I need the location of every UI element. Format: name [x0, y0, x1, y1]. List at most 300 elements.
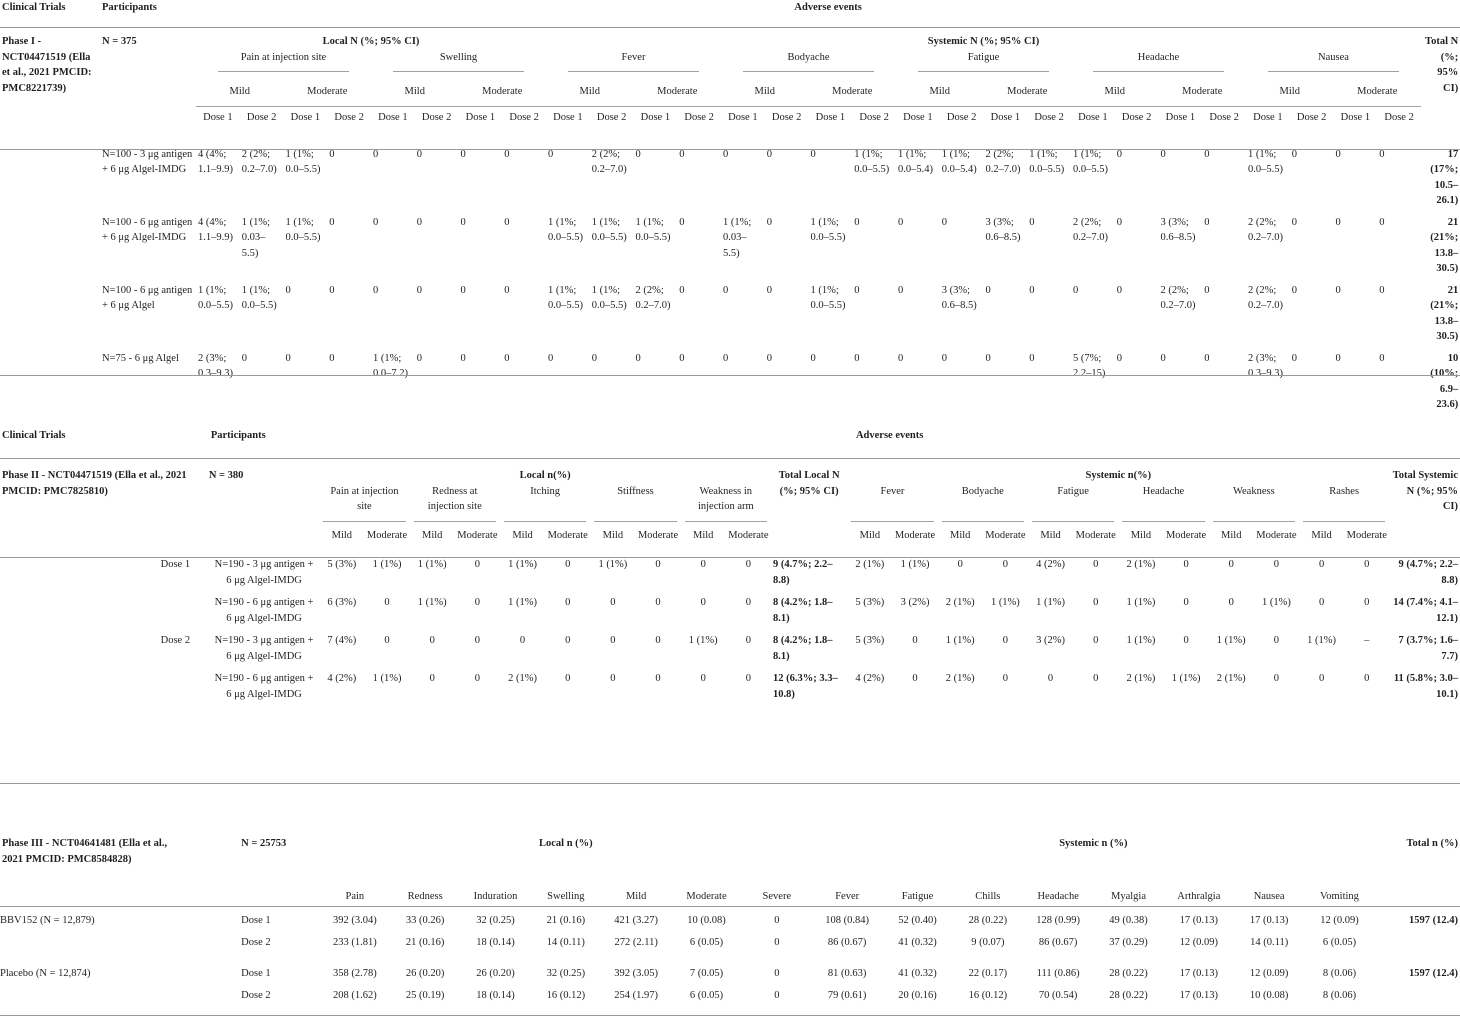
value-cell: 0 [384, 635, 390, 646]
event-label: Fatigue [1032, 484, 1114, 522]
value-cell: 5 (3%) [855, 635, 885, 646]
value-cell: 37 (0.29) [1109, 936, 1148, 948]
rule [0, 783, 1460, 784]
empty-cell [1389, 528, 1460, 552]
value-cell: 0 [700, 597, 706, 608]
value-cell: 0 [1291, 216, 1297, 228]
value-cell: 8 (0.06) [1322, 989, 1357, 1001]
value-cell: 0 [810, 148, 816, 160]
dose-label: Dose 2 [241, 989, 271, 1001]
dose-label: Dose 1 [241, 968, 271, 979]
value-cell: 1 (1%) [1216, 635, 1246, 646]
value-cell: 0 [655, 597, 661, 608]
value-cell: 0 [635, 148, 641, 160]
value-cell: 0 [329, 284, 335, 296]
value-cell: 10 (0.08) [1249, 989, 1289, 1001]
value-cell: 0 [591, 352, 597, 364]
group-label: BBV152 (N = 12,879) [0, 915, 95, 926]
value-cell: 0 [1073, 284, 1079, 296]
value-cell: 0 [610, 635, 616, 646]
moderate-header: Moderate [1357, 86, 1398, 97]
total-cell: 17 (17%; 10.5–26.1) [1430, 148, 1459, 206]
total-header: Total n (%) [1406, 838, 1458, 849]
dose-header: Dose 1 [721, 106, 765, 140]
event-header [938, 484, 1028, 522]
value-cell: 6 (3%) [327, 597, 357, 608]
value-cell: 2 (2%; 0.2–7.0) [985, 148, 1021, 175]
value-cell: 0 [565, 673, 571, 684]
moderate-header: Moderate [1346, 529, 1387, 541]
value-cell: 0 [474, 635, 480, 646]
empty-cell [0, 147, 100, 215]
value-cell: 0 [1335, 148, 1341, 160]
event-label: Pain at injection site [323, 484, 405, 522]
value-cell: 0 [723, 148, 729, 160]
table-row [0, 910, 1460, 932]
table-row [0, 147, 1460, 215]
value-cell: 0 [1093, 635, 1099, 646]
value-cell: 0 [679, 216, 685, 228]
value-cell: 0 [1379, 284, 1385, 296]
value-cell: 1 (1%) [1126, 597, 1156, 608]
value-cell: 2 (1%) [945, 597, 975, 608]
value-cell: 1 (1%; 0.0–5.5) [1073, 148, 1108, 175]
value-cell: 70 (0.54) [1038, 989, 1078, 1001]
value-cell: 0 [565, 559, 571, 570]
value-cell: 0 [416, 148, 422, 160]
event-label: Bodyache [743, 50, 874, 73]
column-header: Induration [473, 890, 518, 902]
dose-header: Dose 2 [852, 106, 896, 140]
value-cell: 1 (1%; 0.0–5.4) [941, 148, 977, 175]
value-cell: 0 [912, 673, 918, 684]
value-cell: 1 (1%) [688, 635, 718, 646]
event-label: Nausea [1268, 50, 1399, 73]
value-cell: 6 (0.05) [689, 936, 724, 948]
group-label [0, 985, 181, 1007]
table-row [0, 106, 1460, 140]
dose-header: Dose 1 [1071, 106, 1115, 140]
value-cell: 392 (3.04) [332, 915, 377, 926]
dose-header: Dose 2 [1290, 106, 1334, 140]
value-cell: 1 (1%; 0.0–5.5) [635, 216, 671, 243]
value-cell: 0 [655, 673, 661, 684]
dose-header: Dose 2 [1377, 106, 1421, 140]
empty-cell [0, 671, 161, 709]
value-cell: 0 [429, 635, 435, 646]
value-cell: 2 (1%) [508, 673, 537, 684]
group-label: N=100 - 6 μg antigen + 6 μg Algel [102, 284, 193, 311]
local-header: Local n (%) [539, 838, 593, 849]
table-row [0, 932, 1460, 964]
event-header [410, 484, 500, 522]
value-cell: 1 (1%; 0.0–5.5) [548, 284, 583, 311]
value-cell: 0 [1160, 148, 1166, 160]
value-cell: 0 [985, 352, 991, 364]
event-label: Fatigue [918, 50, 1049, 73]
dose-header: Dose 2 [502, 106, 546, 140]
value-cell: 233 (1.81) [332, 936, 377, 948]
spacer [0, 140, 1460, 147]
value-cell: 14 (0.11) [1250, 936, 1289, 948]
value-cell: 1 (1%; 0.03–5.5) [723, 216, 752, 259]
value-cell: 0 [474, 559, 480, 570]
rule [0, 375, 1460, 376]
value-cell: 2 (1%) [945, 673, 975, 684]
value-cell: 0 [898, 284, 904, 296]
value-cell: 0 [745, 559, 752, 570]
value-cell: 2 (2%; 0.2–7.0) [1248, 284, 1283, 311]
total-cell: 1597 (12.4) [1409, 968, 1458, 979]
value-cell: 14 (0.11) [546, 936, 585, 948]
column-header: Arthralgia [1177, 890, 1221, 902]
dose-header: Dose 1 [196, 106, 240, 140]
column-header: Clinical Trials [2, 2, 66, 13]
spacer [0, 458, 1460, 468]
value-cell: 2 (2%; 0.2–7.0) [1160, 284, 1196, 311]
value-cell: 26 (0.20) [476, 968, 515, 979]
event-header [1028, 484, 1118, 522]
moderate-header: Moderate [985, 529, 1026, 541]
value-cell: 4 (2%) [1036, 559, 1065, 570]
event-header [1246, 50, 1421, 73]
value-cell: 5 (7%; 2.2–15) [1073, 352, 1106, 379]
value-cell: 0 [700, 673, 706, 684]
value-cell: 128 (0.99) [1036, 915, 1081, 926]
total-cell [1375, 985, 1460, 1007]
value-cell: 0 [1093, 597, 1099, 608]
value-cell: 0 [1093, 673, 1099, 684]
dose-header: Dose 1 [284, 106, 328, 140]
value-cell: 0 [655, 559, 661, 570]
value-cell: 0 [1228, 559, 1234, 570]
value-cell: 32 (0.25) [476, 915, 515, 926]
value-cell: 0 [548, 148, 554, 160]
value-cell: 0 [241, 352, 247, 364]
event-header [721, 50, 896, 73]
value-cell: 0 [1183, 597, 1189, 608]
table-row [0, 351, 1460, 419]
value-cell: 0 [1029, 284, 1035, 296]
value-cell: 33 (0.26) [405, 915, 445, 926]
event-header [896, 50, 1071, 73]
value-cell: 0 [1002, 635, 1008, 646]
value-cell: 0 [774, 915, 780, 926]
value-cell: 3 (3%; 0.6–8.5) [985, 216, 1021, 243]
value-cell: 0 [745, 673, 752, 684]
value-cell: 5 (3%) [327, 559, 357, 570]
value-cell: 17 (0.13) [1179, 968, 1219, 979]
rule [0, 1015, 1460, 1016]
value-cell: 0 [373, 148, 379, 160]
column-header: Participants [210, 430, 266, 441]
local-header: Local N (%; 95% CI) [322, 36, 420, 47]
value-cell: 0 [474, 597, 480, 608]
trial-name: Phase III - NCT04641481 (Ella et al., 2021 PMCID: PMC8584828) [2, 838, 168, 865]
value-cell: 0 [1183, 559, 1189, 570]
value-cell: – [1364, 635, 1370, 646]
value-cell: 1 (1%; 0.0–7.2) [373, 352, 408, 379]
rule [0, 906, 1460, 907]
value-cell: 18 (0.14) [476, 936, 515, 948]
dose-header: Dose 1 [896, 106, 940, 140]
value-cell: 1 (1%; 0.0–5.5) [198, 284, 233, 311]
value-cell: 17 (0.13) [1249, 915, 1289, 926]
value-cell: 0 [1228, 597, 1234, 608]
column-header: Headache [1037, 890, 1079, 902]
value-cell: 0 [1335, 216, 1341, 228]
total-systemic-cell: 7 (3.7%; 1.6–7.7) [1398, 635, 1458, 662]
value-cell: 0 [1273, 673, 1280, 684]
column-header: Vomiting [1320, 890, 1359, 902]
value-cell: 22 (0.17) [968, 968, 1008, 979]
value-cell: 0 [1093, 559, 1099, 570]
value-cell: 18 (0.14) [476, 989, 515, 1001]
group-label: N=100 - 3 μg antigen + 6 μg Algel-IMDG [102, 148, 193, 175]
value-cell: 3 (2%) [1036, 635, 1065, 646]
column-header: Fever [835, 890, 860, 902]
total-systemic-cell: 11 (5.8%; 3.0–10.1) [1393, 673, 1458, 700]
mild-header: Mild [602, 529, 624, 541]
table-row [0, 468, 1460, 484]
value-cell: 32 (0.25) [546, 968, 586, 979]
total-local-header: Total Local N (%; 95% CI) [778, 470, 840, 497]
column-header: Fatigue [901, 890, 934, 902]
value-cell: 0 [1183, 635, 1189, 646]
value-cell: 79 (0.61) [827, 989, 867, 1001]
value-cell: 1 (1%) [1126, 635, 1156, 646]
column-header: Nausea [1253, 890, 1285, 902]
value-cell: 111 (0.86) [1036, 968, 1080, 979]
total-systemic-cell: 14 (7.4%; 4.1–12.1) [1393, 597, 1458, 624]
group-label: N=100 - 6 μg antigen + 6 μg Algel-IMDG [102, 216, 193, 243]
value-cell: 392 (3.05) [614, 968, 659, 979]
value-cell: 86 (0.67) [827, 936, 867, 948]
value-cell: 0 [610, 597, 616, 608]
moderate-header: Moderate [657, 86, 698, 97]
rule [0, 557, 1460, 558]
mild-header: Mild [331, 529, 353, 541]
event-header [319, 484, 409, 522]
empty-cell [0, 633, 161, 671]
dose-header: Dose 2 [1115, 106, 1159, 140]
moderate-header: Moderate [307, 86, 348, 97]
event-header [500, 484, 590, 522]
dose-label: Dose 1 [241, 915, 271, 926]
event-header [371, 50, 546, 73]
value-cell: 0 [774, 989, 780, 1001]
value-cell: 6 (0.05) [1322, 936, 1357, 948]
dose-label [159, 595, 207, 633]
value-cell: 26 (0.20) [405, 968, 445, 979]
total-local-cell: 8 (4.2%; 1.8–8.1) [772, 635, 833, 662]
value-cell: 0 [1364, 597, 1370, 608]
event-label: Bodyache [942, 484, 1024, 522]
value-cell: 0 [285, 284, 291, 296]
group-label: N=75 - 6 μg Algel [102, 352, 179, 364]
event-header [847, 484, 937, 522]
moderate-header: Moderate [637, 529, 679, 541]
value-cell: 0 [679, 284, 685, 296]
value-cell: 0 [460, 352, 466, 364]
moderate-header: Moderate [547, 529, 588, 541]
value-cell: 16 (0.12) [968, 989, 1008, 1001]
value-cell: 0 [1204, 284, 1210, 296]
column-header: Participants [102, 2, 157, 13]
mild-header: Mild [929, 86, 950, 97]
table-row [0, 72, 1460, 84]
mild-header: Mild [1279, 86, 1300, 97]
value-cell: 2 (2%; 0.2–7.0) [1073, 216, 1108, 243]
value-cell: 0 [1116, 352, 1122, 364]
value-cell: 358 (2.78) [332, 968, 377, 979]
value-cell: 1 (1%; 0.0–5.5) [285, 216, 321, 243]
trial-name: Phase II - NCT04471519 (Ella et al., 2021 PMCID: PMC7825810) [2, 470, 187, 497]
moderate-header: Moderate [457, 529, 498, 541]
value-cell: 1 (1%) [417, 597, 447, 608]
value-cell: 0 [416, 216, 422, 228]
event-header [546, 50, 721, 73]
rule [0, 458, 1460, 459]
value-cell: 0 [429, 673, 435, 684]
value-cell: 0 [912, 635, 918, 646]
event-label: Redness at injection site [414, 484, 496, 522]
value-cell: 0 [941, 216, 947, 228]
value-cell: 0 [766, 352, 772, 364]
value-cell: 0 [1318, 673, 1325, 684]
value-cell: 1 (1%) [990, 597, 1020, 608]
value-cell: 1 (1%) [372, 559, 402, 570]
value-cell: 0 [384, 597, 390, 608]
value-cell: 0 [1379, 148, 1385, 160]
total-cell: 21 (21%; 13.8–30.5) [1430, 216, 1459, 274]
value-cell: 0 [854, 216, 860, 228]
value-cell: 49 (0.38) [1109, 915, 1148, 926]
moderate-header: Moderate [832, 86, 873, 97]
event-label: Headache [1093, 50, 1224, 73]
trial-name: Phase I - NCT04471519 (Ella et al., 2021 PMCID: PMC8221739) [2, 36, 92, 94]
dose-header: Dose 1 [634, 106, 678, 140]
dose-header: Dose 1 [1159, 106, 1203, 140]
total-local-cell: 12 (6.3%; 3.3–10.8) [772, 673, 838, 700]
total-systemic-header: Total Systemic N (%; 95% CI) [1392, 470, 1458, 512]
value-cell: 0 [504, 284, 510, 296]
value-cell: 0 [957, 559, 963, 570]
value-cell: 2 (2%; 0.2–7.0) [635, 284, 671, 311]
value-cell: 1 (1%; 0.0–5.5) [810, 284, 846, 311]
value-cell: 1 (1%; 0.0–5.5) [591, 284, 627, 311]
value-cell: 0 [1318, 559, 1325, 570]
value-cell: 0 [1318, 597, 1325, 608]
column-header: Adverse events [794, 2, 862, 13]
value-cell: 0 [548, 352, 554, 364]
table-row [0, 428, 1460, 458]
dose-header: Dose 1 [984, 106, 1028, 140]
event-label: Fever [568, 50, 699, 73]
value-cell: 1 (1%; 0.03–5.5) [241, 216, 271, 259]
value-cell: 0 [854, 352, 860, 364]
value-cell: 0 [635, 352, 641, 364]
value-cell: 10 (0.08) [687, 915, 726, 926]
dose-header: Dose 2 [1027, 106, 1071, 140]
table-row [0, 633, 1460, 671]
value-cell: 81 (0.63) [827, 968, 867, 979]
value-cell: 1 (1%) [1036, 597, 1065, 608]
dose-header: Dose 2 [1202, 106, 1246, 140]
value-cell: 0 [1273, 635, 1280, 646]
event-header [590, 484, 680, 522]
value-cell: 0 [1029, 352, 1035, 364]
systemic-header: Systemic N (%; 95% CI) [927, 36, 1040, 47]
dose-label: Dose 1 [160, 559, 191, 570]
event-header [681, 484, 771, 522]
table-row [0, 0, 1460, 27]
dose-header: Dose 1 [371, 106, 415, 140]
participants-count: N = 25753 [241, 838, 287, 849]
value-cell: 0 [1116, 148, 1122, 160]
value-cell: 21 (0.16) [546, 915, 586, 926]
value-cell: 0 [766, 216, 772, 228]
value-cell: 28 (0.22) [968, 915, 1008, 926]
column-header: Mild [625, 890, 647, 902]
spacer [181, 852, 1460, 889]
dose-header: Dose 2 [677, 106, 721, 140]
value-cell: 16 (0.12) [546, 989, 586, 1001]
table-row [0, 852, 1460, 889]
table-row [0, 963, 1460, 985]
value-cell: 0 [1029, 216, 1035, 228]
value-cell: 272 (2.11) [614, 936, 658, 948]
empty-cell [771, 528, 847, 552]
value-cell: 0 [1364, 673, 1370, 684]
phase3-table [0, 836, 1460, 1006]
value-cell: 1 (1%) [508, 597, 537, 608]
value-cell: 0 [766, 148, 772, 160]
dose-label [159, 671, 207, 709]
value-cell: 0 [1335, 352, 1341, 364]
value-cell: 0 [460, 284, 466, 296]
empty-cell [0, 557, 161, 595]
mild-header: Mild [404, 86, 425, 97]
value-cell: 1 (1%) [372, 673, 402, 684]
moderate-header: Moderate [1007, 86, 1048, 97]
value-cell: 0 [898, 352, 904, 364]
value-cell: 0 [1291, 148, 1297, 160]
value-cell: 1 (1%) [508, 559, 537, 570]
value-cell: 1 (1%; 0.0–5.5) [591, 216, 627, 243]
mild-header: Mild [229, 86, 250, 97]
column-header: Redness [407, 890, 443, 902]
dose-header: Dose 1 [546, 106, 590, 140]
value-cell: 1 (1%) [1171, 673, 1201, 684]
value-cell: 4 (2%) [855, 673, 885, 684]
value-cell: 0 [329, 148, 335, 160]
empty-cell [0, 595, 161, 633]
value-cell: 9 (0.07) [971, 936, 1005, 948]
value-cell: 0 [416, 352, 422, 364]
group-label: N=190 - 3 μg antigen + 6 μg Algel-IMDG [214, 635, 314, 662]
total-systemic-cell: 9 (4.7%; 2.2–8.8) [1398, 559, 1458, 586]
moderate-header: Moderate [894, 529, 936, 541]
event-header [1118, 484, 1208, 522]
empty-cell [0, 215, 100, 283]
value-cell: 0 [1116, 284, 1122, 296]
dose-label: Dose 2 [241, 936, 271, 948]
table-row [0, 140, 1460, 147]
event-label: Pain at injection site [218, 50, 349, 73]
value-cell: 0 [416, 284, 422, 296]
value-cell: 0 [898, 216, 904, 228]
